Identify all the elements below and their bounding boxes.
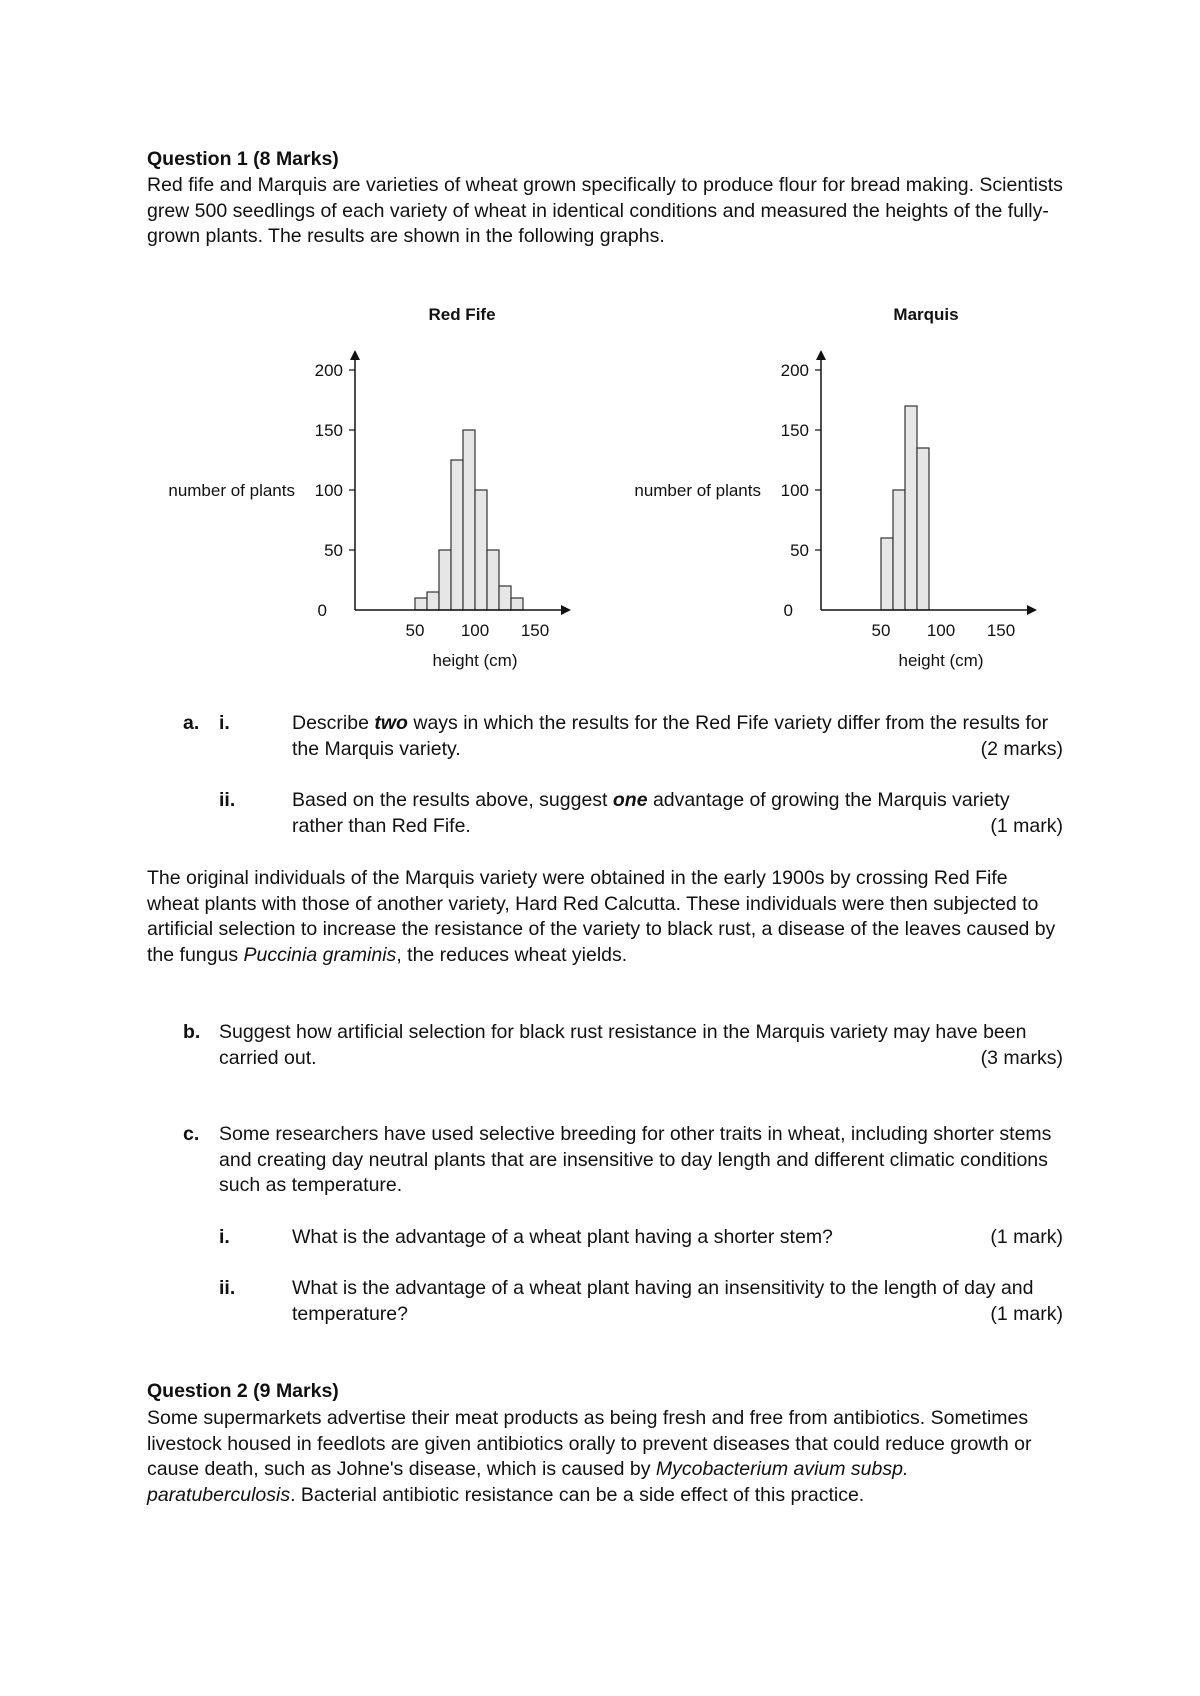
- x-tick-label: 150: [520, 621, 550, 640]
- marks-label: (3 marks): [980, 1046, 1063, 1069]
- y-tick-label: 50: [324, 541, 343, 560]
- emphasis-one: one: [612, 789, 648, 811]
- y-tick-label: 200: [314, 361, 343, 380]
- y-tick-label: 100: [780, 481, 809, 500]
- marks-label: (1 mark): [990, 1302, 1063, 1325]
- y-tick-label: 200: [780, 361, 809, 380]
- histogram-bar: [487, 550, 499, 610]
- x-tick-label: 50: [871, 621, 891, 640]
- text-segment: Some supermarkets advertise their meat products as being fresh and free from antibiotics. Sometimes livestock housed in feedlots are given antibiotics orally to prevent diseases that could reduce growth or cause death, such as Johne's disease, which is caused by: [147, 1407, 1032, 1480]
- question-1b-text: Suggest how artificial selection for black rust resistance in the Marquis variety may have been carried out.: [219, 1021, 1027, 1069]
- text-segment: Describe: [292, 712, 375, 734]
- question-2-text: [147, 1406, 1062, 1508]
- histogram-bar: [905, 406, 917, 610]
- text-segment: . Bacterial antibiotic resistance can be a side effect of this practice.: [290, 1483, 865, 1506]
- x-tick-label: 50: [405, 621, 425, 640]
- y-axis-label: number of plants: [168, 481, 295, 500]
- question-1a-ii: [183, 788, 1063, 843]
- subpart-i-label: i.: [219, 1226, 230, 1248]
- x-axis-arrow: [1027, 605, 1037, 615]
- subpart-i-label: i.: [219, 712, 230, 734]
- y-tick-label: 50: [790, 541, 809, 560]
- x-tick-label: 100: [926, 621, 956, 640]
- text-segment: The original individuals of the Marquis variety were obtained in the early 1900s by crossing Red Fife wheat plants with those of another variety, Hard Red Calcutta. These individuals were then subjected to artificial selection to increase the resistance of the variety to black rust, a disease of the leaves caused by the fungus: [147, 867, 1056, 966]
- question-1-paragraph-2: [147, 866, 1062, 968]
- part-b-label: b.: [183, 1021, 201, 1043]
- x-axis-label: height (cm): [898, 651, 984, 670]
- histogram-bar: [511, 598, 523, 610]
- question-1c-ii-text: What is the advantage of a wheat plant having an insensitivity to the length of day and temperature?: [292, 1277, 1034, 1325]
- question-1-title: Question 1 (8 Marks): [147, 148, 339, 170]
- species-name: Puccinia graminis: [243, 943, 397, 966]
- histogram-bar: [893, 490, 905, 610]
- histogram-bar: [917, 448, 929, 610]
- chart-title: Red Fife: [428, 305, 496, 324]
- subpart-ii-label: ii.: [219, 789, 236, 811]
- histogram-bar: [475, 490, 487, 610]
- x-tick-label: 100: [460, 621, 490, 640]
- marks-label: (2 marks): [980, 737, 1063, 760]
- part-a-label: a.: [183, 712, 200, 734]
- text-segment: ways in which the results for the Red Fife variety differ from the results for the Marquis variety.: [292, 712, 1049, 760]
- question-1c-text: Some researchers have used selective breeding for other traits in wheat, including shorter stems and creating day neutral plants that are insensitive to day length and different climatic conditions such as temperature.: [219, 1123, 1052, 1196]
- question-1c-i-text: What is the advantage of a wheat plant having a shorter stem?: [292, 1226, 833, 1248]
- subpart-ii-label: ii.: [219, 1277, 236, 1299]
- y-tick-label: 150: [780, 421, 809, 440]
- chart-title: Marquis: [893, 305, 959, 324]
- histogram-bar: [427, 592, 439, 610]
- y-axis-arrow: [350, 350, 360, 360]
- text-segment: advantage of growing the Marquis variety rather than Red Fife.: [292, 789, 1010, 837]
- histogram-bar: [451, 460, 463, 610]
- x-axis-arrow: [561, 605, 571, 615]
- question-1b: [183, 1020, 1063, 1075]
- y-axis-label: number of plants: [634, 481, 761, 500]
- question-1a-i: [183, 711, 1063, 766]
- histogram-figure: [140, 300, 1060, 685]
- x-tick-label: 150: [986, 621, 1016, 640]
- histogram-bar: [439, 550, 451, 610]
- y-tick-label: 0: [783, 601, 793, 620]
- marks-label: (1 mark): [990, 1226, 1063, 1248]
- question-1-intro: Red fife and Marquis are varieties of wheat grown specifically to produce flour for bread making. Scientists grew 500 seedlings of each variety of wheat in identical conditions and measured the heights of the fully-grown plants. The results are shown in the following graphs.: [147, 174, 1063, 247]
- histograms-svg: [140, 300, 1060, 685]
- histogram-bar: [499, 586, 511, 610]
- x-axis-label: height (cm): [432, 651, 518, 670]
- species-name: Mycobacterium avium subsp. paratuberculosis: [147, 1458, 909, 1506]
- question-1a-i-text: [292, 711, 1060, 762]
- histogram-bar: [415, 598, 427, 610]
- question-1c-ii: [183, 1276, 1063, 1331]
- histogram-bar: [881, 538, 893, 610]
- question-2-title: Question 2 (9 Marks): [147, 1380, 339, 1402]
- part-c-label: c.: [183, 1123, 200, 1145]
- question-1a-ii-text: [292, 788, 1060, 839]
- y-tick-label: 100: [314, 481, 343, 500]
- text-segment: Based on the results above, suggest: [292, 789, 613, 811]
- histogram-bar: [463, 430, 475, 610]
- text-segment: , the reduces wheat yields.: [396, 943, 628, 966]
- y-axis-arrow: [816, 350, 826, 360]
- question-1c-i: [183, 1225, 1063, 1255]
- y-tick-label: 0: [317, 601, 327, 620]
- emphasis-two: two: [374, 712, 408, 734]
- y-tick-label: 150: [314, 421, 343, 440]
- marks-label: (1 mark): [990, 814, 1063, 837]
